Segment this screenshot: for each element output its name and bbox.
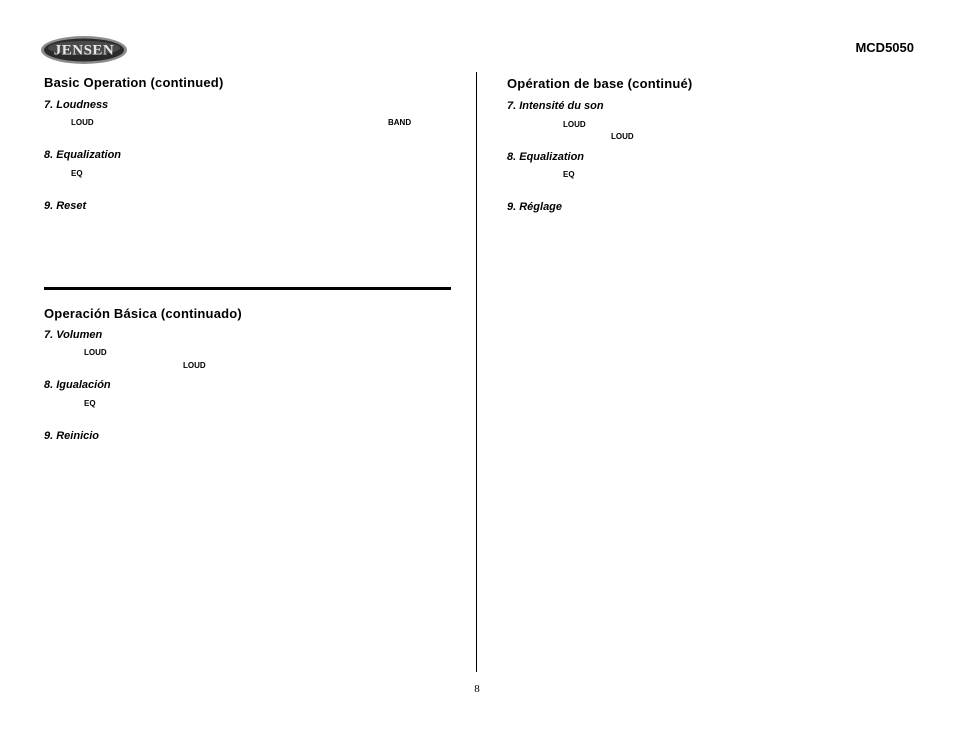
column-divider <box>476 72 477 672</box>
french-item-equalization: 8. Equalization <box>507 151 585 163</box>
english-tag-eq: EQ <box>71 169 83 178</box>
spanish-section-title: Operación Básica (continuado) <box>44 306 242 321</box>
french-tag-eq: EQ <box>563 170 575 179</box>
french-tag-loud-2: LOUD <box>611 132 634 141</box>
spanish-item-reinicio: 9. Reinicio <box>44 430 100 442</box>
english-tag-loud: LOUD <box>71 118 94 127</box>
page-number: 8 <box>474 683 480 695</box>
spanish-tag-loud-1: LOUD <box>84 348 107 357</box>
model-number: MCD5050 <box>855 40 914 55</box>
jensen-logo <box>40 35 128 65</box>
english-section-title: Basic Operation (continued) <box>44 75 224 90</box>
english-item-reset: 9. Reset <box>44 200 87 212</box>
french-item-reglage: 9. Réglage <box>507 201 563 213</box>
spanish-tag-eq: EQ <box>84 399 96 408</box>
english-item-loudness: 7. Loudness <box>44 99 109 111</box>
english-tag-band: BAND <box>388 118 412 127</box>
english-item-equalization: 8. Equalization <box>44 149 122 161</box>
french-item-intensite: 7. Intensité du son <box>507 100 604 112</box>
spanish-tag-loud-2: LOUD <box>183 361 206 370</box>
spanish-item-igualacion: 8. Igualación <box>44 379 111 391</box>
spanish-item-volumen: 7. Volumen <box>44 329 103 341</box>
section-divider <box>44 287 451 290</box>
logo-text: JENSEN <box>53 42 115 59</box>
french-tag-loud-1: LOUD <box>563 120 586 129</box>
french-section-title: Opération de base (continué) <box>507 76 693 91</box>
